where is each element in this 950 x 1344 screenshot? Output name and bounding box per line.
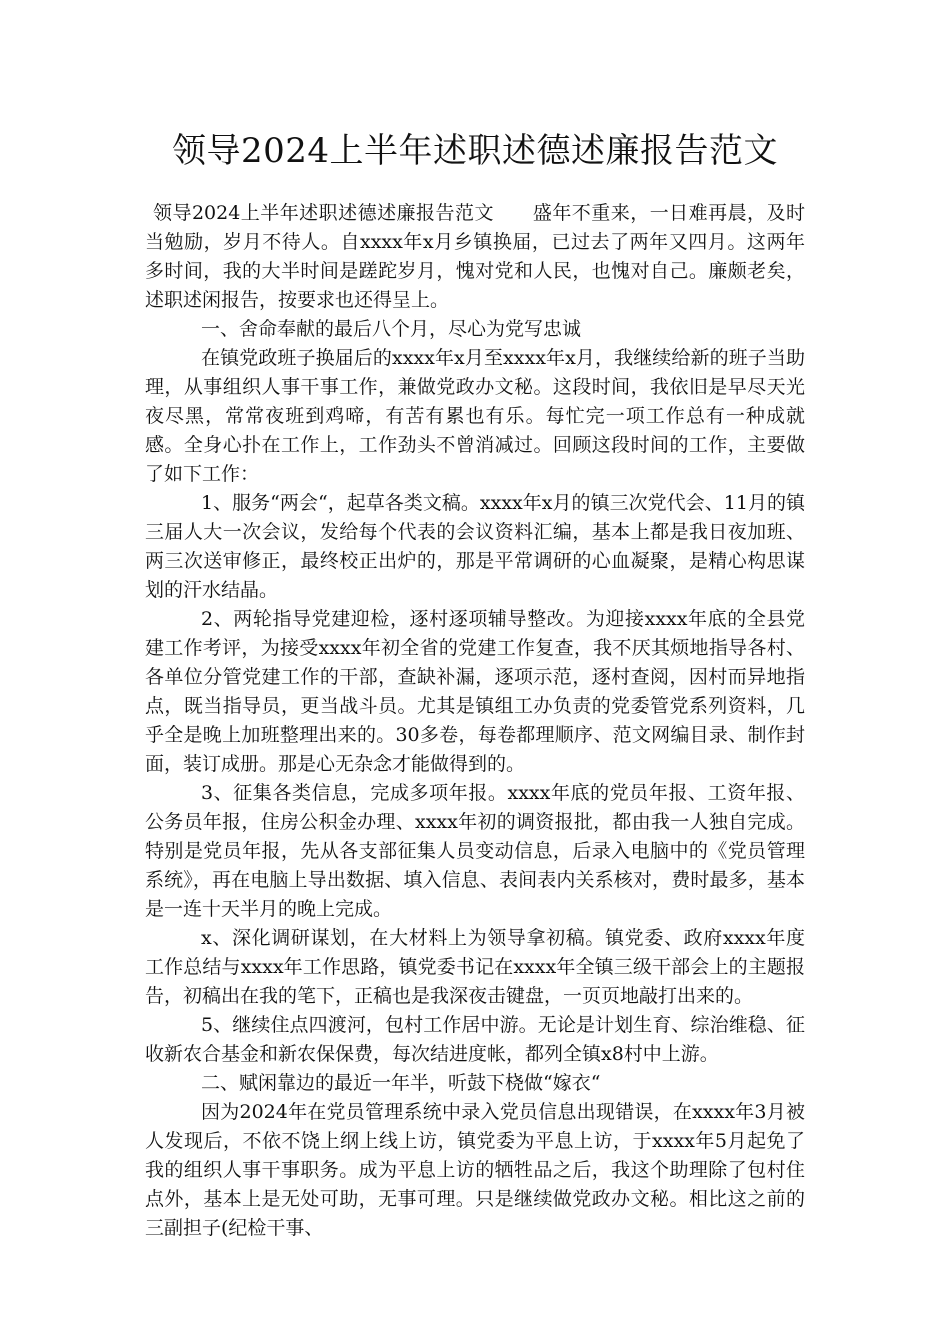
section-heading-2: 二、赋闲靠边的最近一年半，听鼓下桡做“嫁衣“ bbox=[201, 1072, 601, 1094]
paragraph-item-5: 5、继续住点四渡河，包村工作居中游。无论是计划生育、综治维稳、征收新农合基金和新农保保费，每次结进度帐，都列全镇x8村中上游。 bbox=[145, 1014, 805, 1065]
paragraph-section1-overview: 在镇党政班子换届后的xxxx年x月至xxxx年x月，我继续给新的班子当助理，从事组织人事干事工作，兼做党政办文秘。这段时间，我依旧是早尽天光夜尽黑，常常夜班到鸡啼，有苦有累也有乐。每忙完一项工作总有一种成就感。全身心扑在工作上，工作劲头不曾消减过。回顾这段时间的工作，主要做了如下工作： bbox=[145, 347, 805, 485]
paragraph-intro: 领导2024上半年述职述德述廉报告范文 盛年不重来，一日难再晨，及时当勉励，岁月不待人。自xxxx年x月乡镇换届，已过去了两年又四月。这两年多时间，我的大半时间是蹉跎岁月，愧对党和人民，也愧对自己。廉颇老矣，述职述闲报告，按要求也还得呈上。 bbox=[145, 202, 805, 311]
paragraph-item-2: 2、两轮指导党建迎检，逐村逐项辅导整改。为迎接xxxx年底的全县党建工作考评，为接受xxxx年初全省的党建工作复查，我不厌其烦地指导各村、各单位分管党建工作的干部，查缺补漏，逐项示范，逐村查阅，因村而异地指点，既当指导员，更当战斗员。尤其是镇组工办负责的党委管党系列资料，几乎全是晚上加班整理出来的。30多卷，每卷都理顺序、范文网编目录、制作封面，装订成册。那是心无杂念才能做得到的。 bbox=[145, 608, 805, 775]
document-body bbox=[145, 199, 805, 1243]
document-title: 领导2024上半年述职述德述廉报告范文 bbox=[171, 131, 779, 171]
paragraph-item-3: 3、征集各类信息，完成多项年报。xxxx年底的党员年报、工资年报、公务员年报，住房公积金办理、xxxx年初的调资报批，都由我一人独自完成。特别是党员年报，先从各支部征集人员变动信息，后录入电脑中的《党员管理系统》，再在电脑上导出数据、填入信息、表间表内关系核对，费时最多，基本是一连十天半月的晚上完成。 bbox=[145, 782, 805, 920]
paragraph-item-4: x、深化调研谋划，在大材料上为领导拿初稿。镇党委、政府xxxx年度工作总结与xxxx年工作思路，镇党委书记在xxxx年全镇三级干部会上的主题报告，初稿出在我的笔下，正稿也是我深夜击键盘，一页页地敲打出来的。 bbox=[145, 927, 805, 1007]
section-heading-1: 一、舍命奉献的最后八个月，尽心为党写忠诚 bbox=[201, 318, 582, 340]
paragraph-section2-body: 因为2024年在党员管理系统中录入党员信息出现错误，在xxxx年3月被人发现后，不依不饶上纲上线上访，镇党委为平息上访，于xxxx年5月起免了我的组织人事干事职务。成为平息上访的牺牲品之后，我这个助理除了包村住点外，基本上是无处可助，无事可理。只是继续做党政办文秘。相比这之前的三副担子(纪检干事、 bbox=[145, 1101, 805, 1239]
paragraph-item-1: 1、服务“两会“，起草各类文稿。xxxx年x月的镇三次党代会、11月的镇三届人大一次会议，发给每个代表的会议资料汇编，基本上都是我日夜加班、两三次送审修正，最终校正出炉的，那是平常调研的心血凝聚，是精心构思谋划的汗水结晶。 bbox=[145, 492, 805, 601]
